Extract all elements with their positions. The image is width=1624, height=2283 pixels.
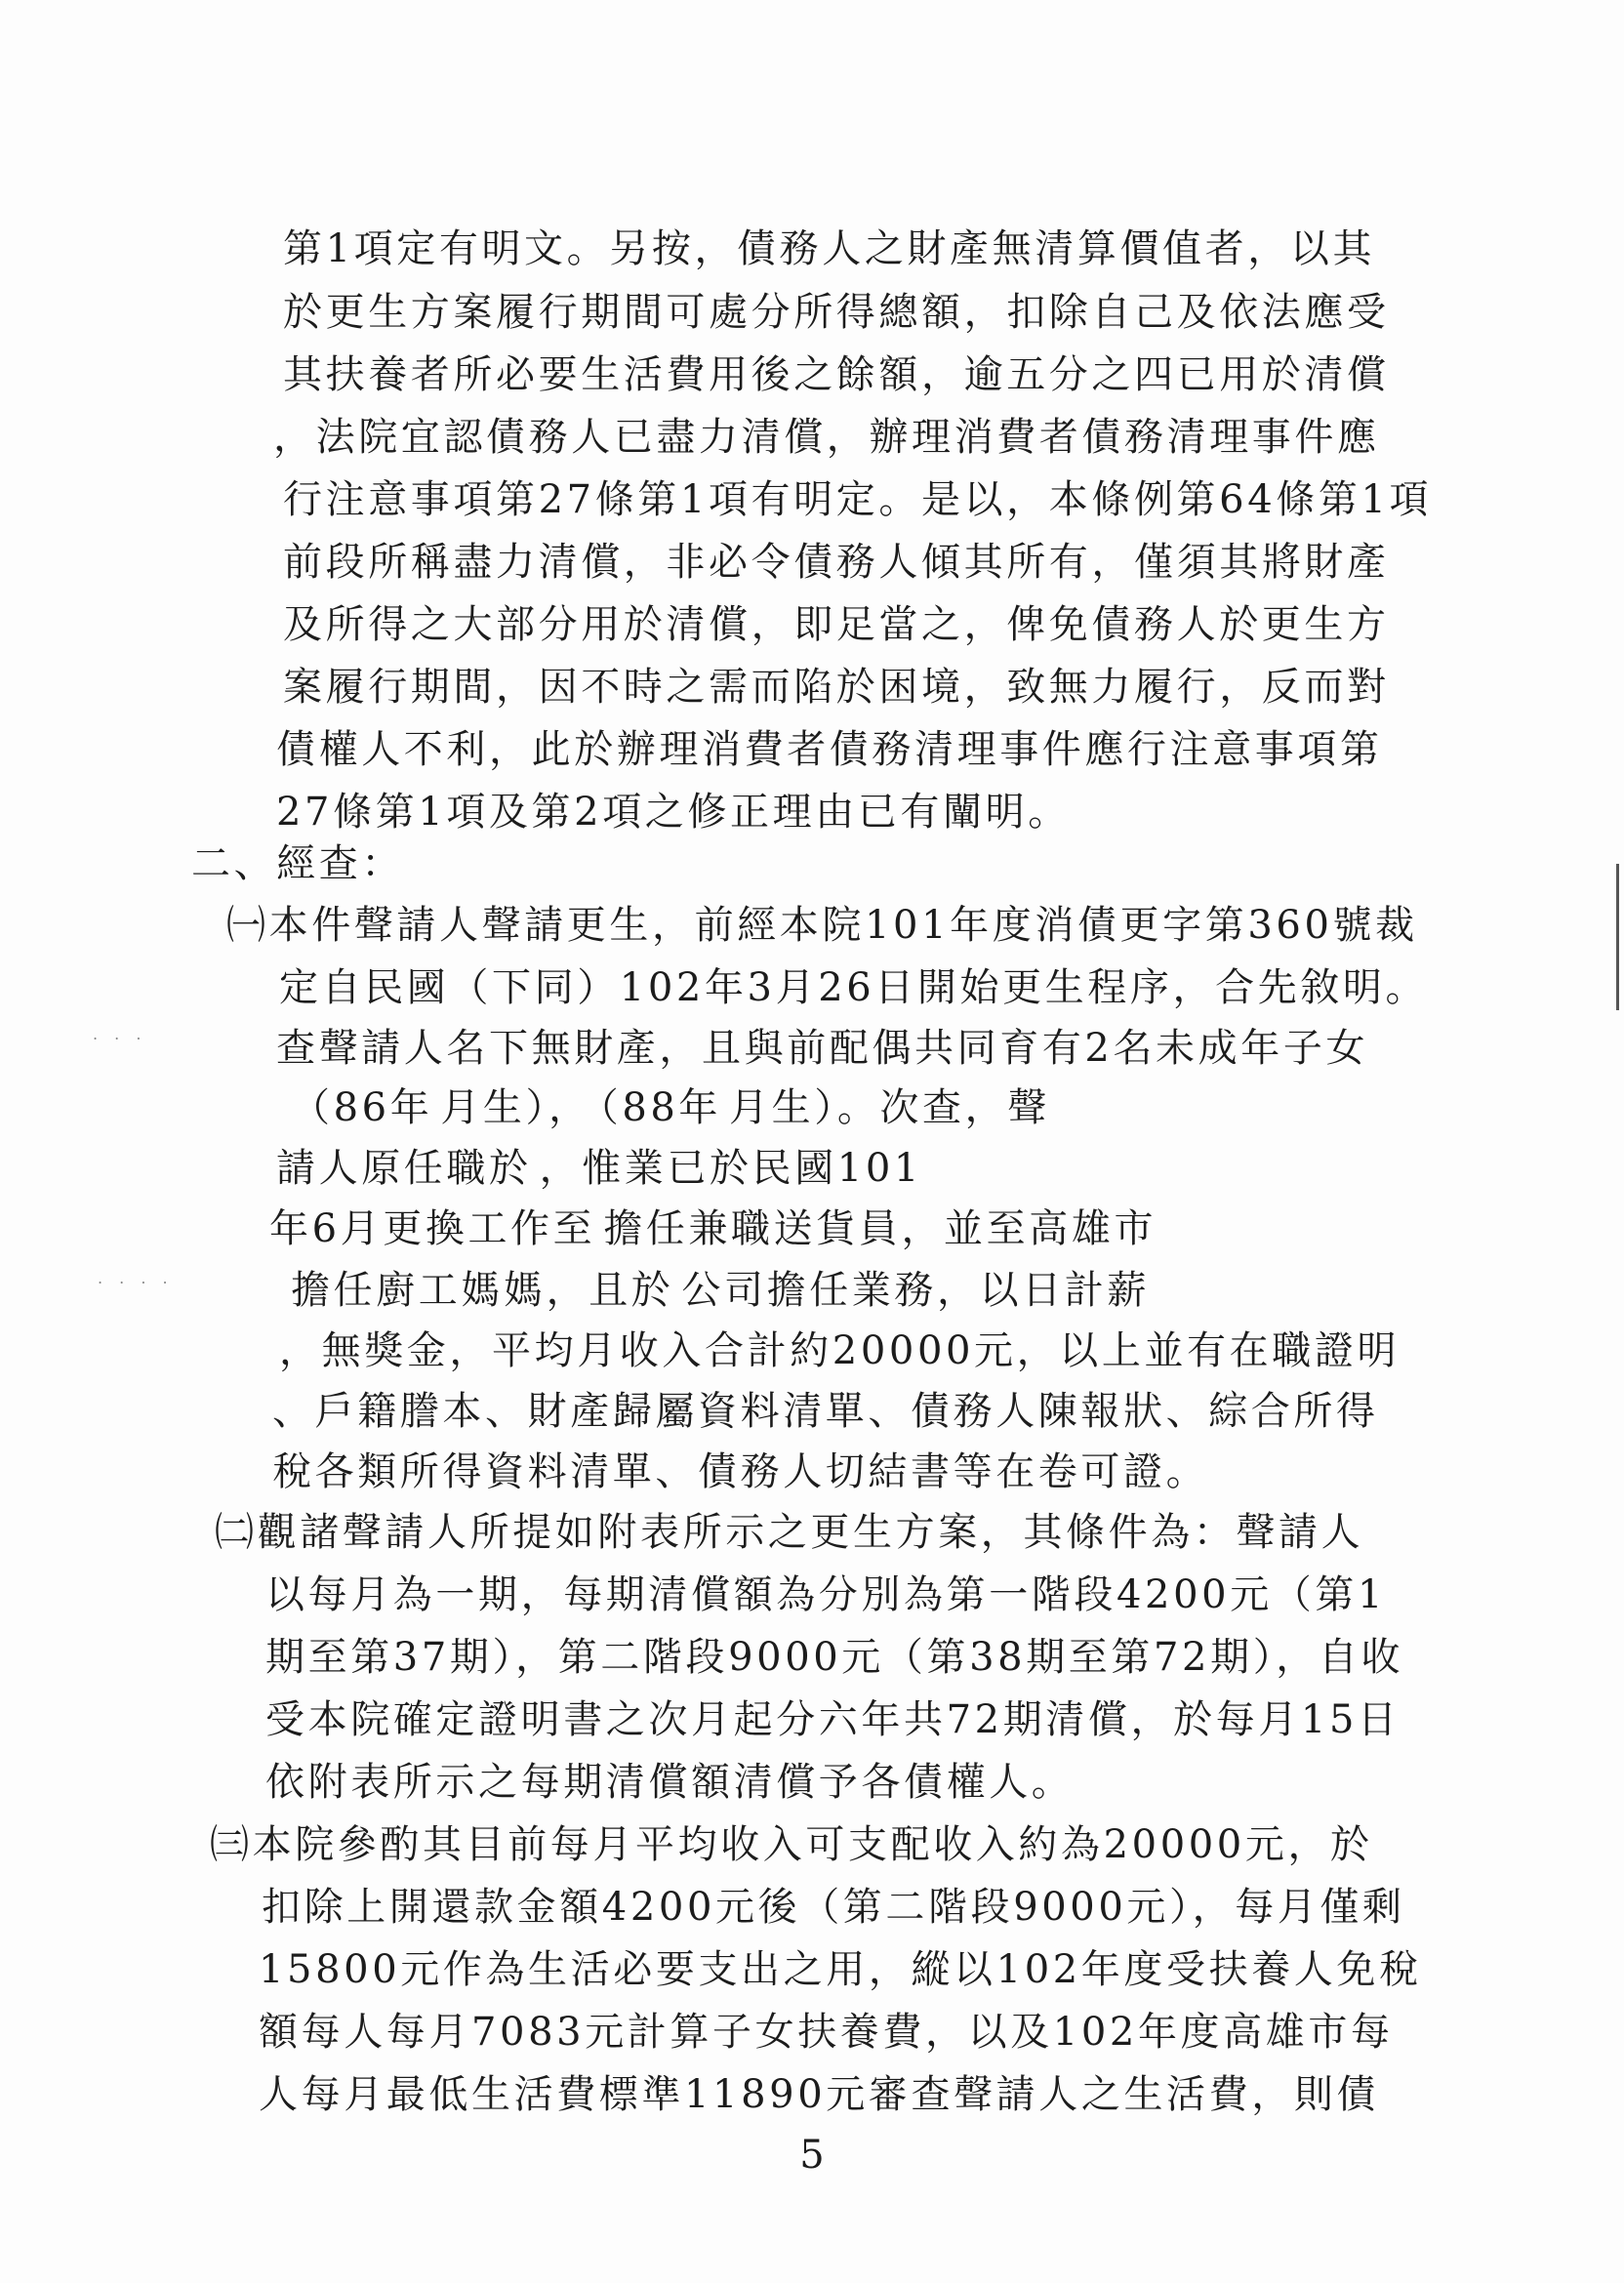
text-line: 受本院確定證明書之次月起分六年共72期清償，於每月15日 <box>265 1697 1401 1742</box>
text-segment: （88年 <box>598 1085 722 1130</box>
scan-artifact: . . . . <box>98 1269 174 1287</box>
text-line: ，法院宜認債務人已盡力清償，辦理消費者債務清理事件應 <box>273 415 1380 460</box>
text-line: 、戶籍謄本、財產歸屬資料清單、債務人陳報狀、綜合所得 <box>272 1389 1379 1434</box>
text-line-redacted <box>269 1206 1164 1252</box>
text-line: 第1項定有明文。另按，債務人之財產無清算價值者，以其 <box>283 226 1376 271</box>
text-line-redacted <box>276 1146 922 1192</box>
text-line: 15800元作為生活必要支出之用，縱以102年度受扶養人免稅 <box>259 1947 1422 1992</box>
text-line: 債權人不利，此於辦理消費者債務清理事件應行注意事項第 <box>276 727 1383 772</box>
text-segment: 擔任兼職送貨員，並至高雄市 <box>603 1206 1157 1251</box>
text-segment: 年6月更換工作至 <box>269 1206 596 1251</box>
text-line: ㈢本院參酌其目前每月平均收入可支配收入約為20000元，於 <box>210 1822 1373 1867</box>
text-line: 扣除上開還款金額4200元後（第二階段9000元），每月僅剩 <box>262 1885 1405 1930</box>
text-line: 人每月最低生活費標準11890元審查聲請人之生活費，則債 <box>259 2072 1380 2117</box>
text-line: 定自民國（下同）102年3月26日開始更生程序，合先敘明。 <box>279 965 1429 1010</box>
text-line-redacted <box>283 1085 1050 1131</box>
text-line: 於更生方案履行期間可處分所得總額，扣除自己及依法應受 <box>283 290 1390 335</box>
text-line: 前段所稱盡力清償，非必令債務人傾其所有，僅須其將財產 <box>283 540 1390 585</box>
text-segment: 月生）， <box>440 1085 591 1130</box>
text-segment: 請人原任職於 <box>276 1146 532 1191</box>
text-line: 期至第37期），第二階段9000元（第38期至第72期），自收 <box>265 1635 1404 1680</box>
text-line: 以每月為一期，每期清償額為分別為第一階段4200元（第1 <box>265 1572 1387 1617</box>
text-segment: （86年 <box>291 1085 433 1130</box>
text-segment: 擔任廚工媽媽，且於 <box>291 1268 674 1313</box>
text-line: ，無獎金，平均月收入合計約20000元，以上並有在職證明 <box>279 1328 1401 1373</box>
text-line: 其扶養者所必要生活費用後之餘額，逾五分之四已用於清償 <box>283 352 1390 397</box>
scan-edge-mark <box>1616 864 1619 1010</box>
text-line: 依附表所示之每期清償額清償予各債權人。 <box>265 1760 1075 1805</box>
text-line: 案履行期間，因不時之需而陷於困境，致無力履行，反而對 <box>283 665 1390 710</box>
text-line: 查聲請人名下無財產，且與前配偶共同育有2名未成年子女 <box>276 1026 1369 1071</box>
scan-artifact: . . . <box>93 1025 147 1043</box>
section-heading: 二、經查： <box>191 841 404 886</box>
text-line: 及所得之大部分用於清償，即足當之，俾免債務人於更生方 <box>283 602 1390 647</box>
text-line: ㈠本件聲請人聲請更生，前經本院101年度消債更字第360號裁 <box>226 903 1418 948</box>
page-number: 5 <box>799 2133 825 2178</box>
text-segment: 公司擔任業務，以日計薪 <box>681 1268 1151 1313</box>
text-line: 行注意事項第27條第1項有明定。是以，本條例第64條第1項 <box>283 477 1433 522</box>
text-line-redacted <box>283 1268 1151 1314</box>
text-line: 稅各類所得資料清單、債務人切結書等在卷可證。 <box>272 1449 1209 1494</box>
text-line: 27條第1項及第2項之修正理由已有闡明。 <box>276 790 1071 835</box>
text-segment: 月生）。次查，聲 <box>729 1085 1050 1130</box>
text-line: 額每人每月7083元計算子女扶養費，以及102年度高雄市每 <box>259 2010 1394 2055</box>
text-segment: ，惟業已於民國101 <box>539 1146 922 1191</box>
text-line: ㈡觀諸聲請人所提如附表所示之更生方案，其條件為：聲請人 <box>215 1510 1364 1555</box>
